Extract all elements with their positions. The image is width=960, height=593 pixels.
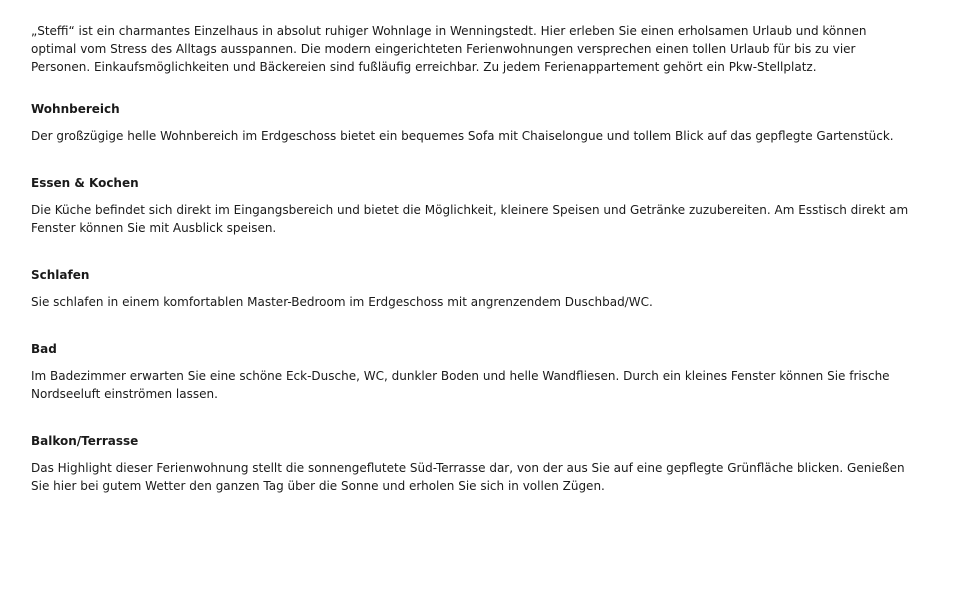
section-heading: Schlafen	[31, 268, 90, 282]
section-heading: Balkon/Terrasse	[31, 434, 139, 448]
section-text: Im Badezimmer erwarten Sie eine schöne Eck-Dusche, WC, dunkler Boden und helle Wandfliesen. Durch ein kleines Fenster können Sie frische Nordseeluft einströmen lassen.	[31, 369, 890, 401]
section-text: Der großzügige helle Wohnbereich im Erdgeschoss bietet ein bequemes Sofa mit Chaiselongue und tollem Blick auf das gepflegte Gartenstück.	[31, 129, 894, 143]
section-heading: Wohnbereich	[31, 102, 120, 116]
section-text: Das Highlight dieser Ferienwohnung stellt die sonnengeflutete Süd-Terrasse dar, von der aus Sie auf eine gepflegte Grünfläche blicken. Genießen Sie hier bei gutem Wetter den ganzen Tag über die Sonne und erholen Sie sich in vollen Zügen.	[31, 461, 905, 493]
section-wohnbereich	[31, 100, 911, 145]
section-schlafen	[31, 266, 911, 311]
document-body	[31, 22, 911, 495]
section-essen-kochen	[31, 174, 911, 237]
section-text: Sie schlafen in einem komfortablen Master-Bedroom im Erdgeschoss mit angrenzendem Duschbad/WC.	[31, 295, 653, 309]
intro-paragraph: „Steffi“ ist ein charmantes Einzelhaus in absolut ruhiger Wohnlage in Wenningstedt. Hier erleben Sie einen erholsamen Urlaub und können optimal vom Stress des Alltags ausspannen. Die modern eingerichteten Ferienwohnungen versprechen einen tollen Urlaub für bis zu vier Personen. Einkaufsmöglichkeiten und Bäckereien sind fußläufig erreichbar. Zu jedem Ferienappartement gehört ein Pkw-Stellplatz.	[31, 24, 867, 74]
section-heading: Bad	[31, 342, 57, 356]
section-bad	[31, 340, 911, 403]
section-balkon-terrasse	[31, 432, 911, 495]
section-heading: Essen & Kochen	[31, 176, 139, 190]
section-text: Die Küche befindet sich direkt im Eingangsbereich und bietet die Möglichkeit, kleinere Speisen und Getränke zuzubereiten. Am Esstisch direkt am Fenster können Sie mit Ausblick speisen.	[31, 203, 909, 235]
